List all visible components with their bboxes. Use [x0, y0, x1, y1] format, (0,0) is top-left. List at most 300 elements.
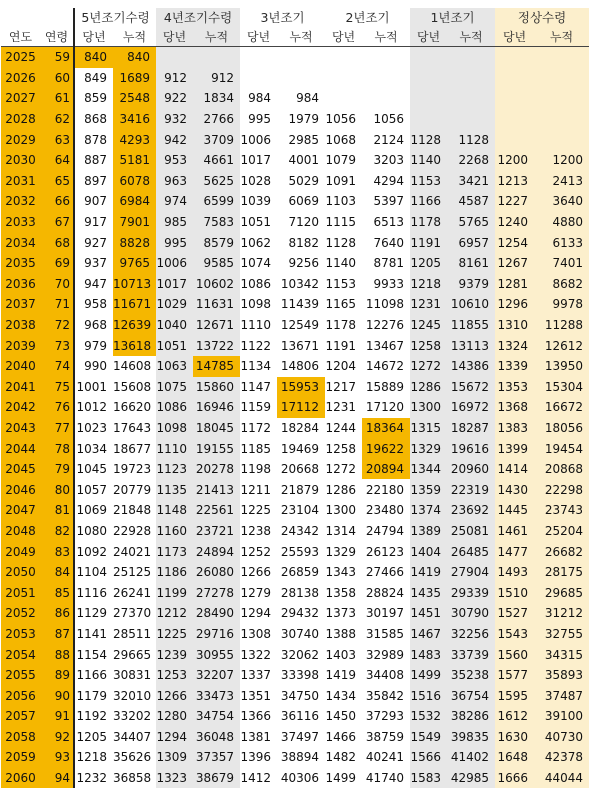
cumulative-value-cell: 34315: [534, 644, 589, 665]
annual-value-cell: 1172: [240, 418, 277, 439]
sub-header-annual: 당년: [156, 26, 193, 47]
cumulative-value-cell: 11288: [534, 315, 589, 336]
annual-value-cell: [325, 88, 362, 109]
annual-value-cell: 922: [156, 88, 193, 109]
cumulative-value-cell: 10610: [447, 294, 495, 315]
annual-value-cell: 984: [240, 88, 277, 109]
cumulative-value-cell: 32207: [193, 665, 240, 686]
cumulative-value-cell: 6069: [277, 191, 325, 212]
annual-value-cell: 1373: [325, 603, 362, 624]
cumulative-value-cell: [534, 109, 589, 130]
table-row: [1, 644, 589, 665]
cumulative-value-cell: 9978: [534, 294, 589, 315]
table-row: [1, 603, 589, 624]
cumulative-value-cell: 23721: [193, 521, 240, 542]
sub-header-cumulative: 누적: [193, 26, 240, 47]
cumulative-value-cell: 28138: [277, 582, 325, 603]
annual-value-cell: 1205: [410, 253, 447, 274]
cumulative-value-cell: 24894: [193, 541, 240, 562]
cumulative-value-cell: 15304: [534, 377, 589, 398]
table-row: [1, 438, 589, 459]
table-row: [1, 397, 589, 418]
cumulative-value-cell: 13950: [534, 356, 589, 377]
annual-value-cell: 1110: [156, 438, 193, 459]
annual-value-cell: [495, 88, 534, 109]
annual-value-cell: 1191: [410, 232, 447, 253]
cumulative-value-cell: 32062: [277, 644, 325, 665]
cumulative-value-cell: 17112: [277, 397, 325, 418]
cumulative-value-cell: 7120: [277, 212, 325, 233]
cumulative-value-cell: 13722: [193, 335, 240, 356]
cumulative-value-cell: 33473: [193, 685, 240, 706]
annual-value-cell: 1272: [410, 356, 447, 377]
cumulative-value-cell: 10342: [277, 274, 325, 295]
year-cell: 2054: [1, 644, 40, 665]
annual-value-cell: 1499: [325, 768, 362, 788]
cumulative-value-cell: 38679: [193, 768, 240, 788]
annual-value-cell: 1339: [495, 356, 534, 377]
pension-comparison-table: [1, 8, 589, 788]
annual-value-cell: 1309: [156, 747, 193, 768]
cumulative-value-cell: 19469: [277, 438, 325, 459]
age-cell: 71: [40, 294, 74, 315]
annual-value-cell: 937: [74, 253, 113, 274]
cumulative-value-cell: 2548: [113, 88, 156, 109]
cumulative-value-cell: [277, 47, 325, 68]
annual-value-cell: 1098: [240, 294, 277, 315]
table-row: [1, 747, 589, 768]
cumulative-value-cell: 29716: [193, 624, 240, 645]
age-cell: 65: [40, 171, 74, 192]
cumulative-value-cell: 22319: [447, 479, 495, 500]
annual-value-cell: 1141: [74, 624, 113, 645]
sub-header-annual: 당년: [74, 26, 113, 47]
table-row: [1, 706, 589, 727]
cumulative-value-cell: [193, 47, 240, 68]
annual-value-cell: 1435: [410, 582, 447, 603]
cumulative-value-cell: 23480: [362, 500, 410, 521]
age-cell: 60: [40, 68, 74, 89]
cumulative-value-cell: 27904: [447, 562, 495, 583]
annual-value-cell: 1238: [240, 521, 277, 542]
annual-value-cell: 1129: [74, 603, 113, 624]
cumulative-value-cell: 8161: [447, 253, 495, 274]
table-row: [1, 562, 589, 583]
cumulative-value-cell: 23104: [277, 500, 325, 521]
age-column-header: 연령: [40, 26, 74, 47]
annual-value-cell: 1322: [240, 644, 277, 665]
cumulative-value-cell: 15608: [113, 377, 156, 398]
annual-value-cell: 974: [156, 191, 193, 212]
annual-value-cell: 1252: [240, 541, 277, 562]
group-header-row: [1, 8, 589, 26]
cumulative-value-cell: 26123: [362, 541, 410, 562]
annual-value-cell: 1383: [495, 418, 534, 439]
annual-value-cell: 927: [74, 232, 113, 253]
table-row: [1, 253, 589, 274]
annual-value-cell: 1560: [495, 644, 534, 665]
table-row: [1, 727, 589, 748]
cumulative-value-cell: 24794: [362, 521, 410, 542]
cumulative-value-cell: 20868: [534, 459, 589, 480]
annual-value-cell: 1329: [325, 541, 362, 562]
annual-value-cell: 1374: [410, 500, 447, 521]
cumulative-value-cell: 1689: [113, 68, 156, 89]
age-cell: 93: [40, 747, 74, 768]
cumulative-value-cell: 5181: [113, 150, 156, 171]
cumulative-value-cell: 24021: [113, 541, 156, 562]
sub-header-annual: 당년: [410, 26, 447, 47]
cumulative-value-cell: 37357: [193, 747, 240, 768]
annual-value-cell: 958: [74, 294, 113, 315]
cumulative-value-cell: [447, 109, 495, 130]
annual-value-cell: 1227: [495, 191, 534, 212]
annual-value-cell: 1128: [325, 232, 362, 253]
cumulative-value-cell: 984: [277, 88, 325, 109]
annual-value-cell: 995: [240, 109, 277, 130]
sub-header-cumulative: 누적: [113, 26, 156, 47]
age-cell: 73: [40, 335, 74, 356]
cumulative-value-cell: 18284: [277, 418, 325, 439]
annual-value-cell: 990: [74, 356, 113, 377]
cumulative-value-cell: 17643: [113, 418, 156, 439]
group-header-blank-year: [1, 8, 40, 26]
cumulative-value-cell: 20278: [193, 459, 240, 480]
annual-value-cell: 1280: [156, 706, 193, 727]
cumulative-value-cell: 26682: [534, 541, 589, 562]
table-row: [1, 171, 589, 192]
annual-value-cell: 1186: [156, 562, 193, 583]
age-cell: 67: [40, 212, 74, 233]
cumulative-value-cell: 35893: [534, 665, 589, 686]
annual-value-cell: 1135: [156, 479, 193, 500]
year-cell: 2049: [1, 541, 40, 562]
cumulative-value-cell: 28175: [534, 562, 589, 583]
table-row: [1, 47, 589, 68]
annual-value-cell: 849: [74, 68, 113, 89]
cumulative-value-cell: [362, 88, 410, 109]
cumulative-value-cell: 36116: [277, 706, 325, 727]
annual-value-cell: [325, 47, 362, 68]
cumulative-value-cell: 7401: [534, 253, 589, 274]
annual-value-cell: 1399: [495, 438, 534, 459]
annual-value-cell: 1266: [240, 562, 277, 583]
age-cell: 66: [40, 191, 74, 212]
cumulative-value-cell: 14672: [362, 356, 410, 377]
cumulative-value-cell: 35842: [362, 685, 410, 706]
year-cell: 2055: [1, 665, 40, 686]
cumulative-value-cell: 11631: [193, 294, 240, 315]
annual-value-cell: 1006: [240, 129, 277, 150]
annual-value-cell: 1051: [240, 212, 277, 233]
annual-value-cell: 1056: [325, 109, 362, 130]
annual-value-cell: 1254: [495, 232, 534, 253]
cumulative-value-cell: 10602: [193, 274, 240, 295]
annual-value-cell: 1566: [410, 747, 447, 768]
annual-value-cell: 1467: [410, 624, 447, 645]
cumulative-value-cell: 12276: [362, 315, 410, 336]
annual-value-cell: 912: [156, 68, 193, 89]
annual-value-cell: 1029: [156, 294, 193, 315]
cumulative-value-cell: 42985: [447, 768, 495, 788]
cumulative-value-cell: 9933: [362, 274, 410, 295]
annual-value-cell: 1527: [495, 603, 534, 624]
cumulative-value-cell: [362, 47, 410, 68]
annual-value-cell: 985: [156, 212, 193, 233]
cumulative-value-cell: 39835: [447, 727, 495, 748]
cumulative-value-cell: 29665: [113, 644, 156, 665]
annual-value-cell: 1017: [156, 274, 193, 295]
cumulative-value-cell: 22928: [113, 521, 156, 542]
annual-value-cell: 1148: [156, 500, 193, 521]
cumulative-value-cell: 14785: [193, 356, 240, 377]
cumulative-value-cell: 19723: [113, 459, 156, 480]
cumulative-value-cell: 42378: [534, 747, 589, 768]
annual-value-cell: [240, 68, 277, 89]
annual-value-cell: 1165: [325, 294, 362, 315]
cumulative-value-cell: 3416: [113, 109, 156, 130]
cumulative-value-cell: 840: [113, 47, 156, 68]
cumulative-value-cell: [534, 129, 589, 150]
cumulative-value-cell: 5397: [362, 191, 410, 212]
annual-value-cell: 1648: [495, 747, 534, 768]
year-cell: 2038: [1, 315, 40, 336]
cumulative-value-cell: 22561: [193, 500, 240, 521]
cumulative-value-cell: 31212: [534, 603, 589, 624]
table-row: [1, 232, 589, 253]
annual-value-cell: 979: [74, 335, 113, 356]
table-row: [1, 68, 589, 89]
group-header-normal: 정상수령: [495, 8, 589, 26]
age-cell: 87: [40, 624, 74, 645]
cumulative-value-cell: 11098: [362, 294, 410, 315]
age-cell: 90: [40, 685, 74, 706]
cumulative-value-cell: 5625: [193, 171, 240, 192]
cumulative-value-cell: 2413: [534, 171, 589, 192]
table-row: [1, 418, 589, 439]
age-cell: 69: [40, 253, 74, 274]
cumulative-value-cell: 2766: [193, 109, 240, 130]
year-cell: 2050: [1, 562, 40, 583]
annual-value-cell: 1153: [410, 171, 447, 192]
cumulative-value-cell: 1200: [534, 150, 589, 171]
cumulative-value-cell: 25125: [113, 562, 156, 583]
year-cell: 2027: [1, 88, 40, 109]
year-cell: 2042: [1, 397, 40, 418]
annual-value-cell: 1286: [325, 479, 362, 500]
cumulative-value-cell: 14806: [277, 356, 325, 377]
sub-header-cumulative: 누적: [277, 26, 325, 47]
cumulative-value-cell: 23692: [447, 500, 495, 521]
annual-value-cell: 917: [74, 212, 113, 233]
annual-value-cell: 1266: [156, 685, 193, 706]
annual-value-cell: 1294: [240, 603, 277, 624]
annual-value-cell: 887: [74, 150, 113, 171]
age-cell: 62: [40, 109, 74, 130]
sub-header-row: [1, 26, 589, 47]
cumulative-value-cell: 33739: [447, 644, 495, 665]
annual-value-cell: 1154: [74, 644, 113, 665]
annual-value-cell: 1239: [156, 644, 193, 665]
cumulative-value-cell: 15860: [193, 377, 240, 398]
cumulative-value-cell: [277, 68, 325, 89]
annual-value-cell: 1122: [240, 335, 277, 356]
annual-value-cell: 1450: [325, 706, 362, 727]
annual-value-cell: 1549: [410, 727, 447, 748]
annual-value-cell: 1232: [74, 768, 113, 788]
annual-value-cell: 1244: [325, 418, 362, 439]
year-cell: 2060: [1, 768, 40, 788]
annual-value-cell: 1074: [240, 253, 277, 274]
cumulative-value-cell: 27370: [113, 603, 156, 624]
year-cell: 2044: [1, 438, 40, 459]
annual-value-cell: [156, 47, 193, 68]
age-cell: 82: [40, 521, 74, 542]
table-row: [1, 150, 589, 171]
annual-value-cell: 1134: [240, 356, 277, 377]
annual-value-cell: 1543: [495, 624, 534, 645]
annual-value-cell: 932: [156, 109, 193, 130]
annual-value-cell: 1359: [410, 479, 447, 500]
age-cell: 79: [40, 459, 74, 480]
annual-value-cell: 1300: [410, 397, 447, 418]
cumulative-value-cell: 44044: [534, 768, 589, 788]
cumulative-value-cell: 30740: [277, 624, 325, 645]
annual-value-cell: 1104: [74, 562, 113, 583]
annual-value-cell: 1253: [156, 665, 193, 686]
annual-value-cell: 1231: [410, 294, 447, 315]
annual-value-cell: [410, 109, 447, 130]
cumulative-value-cell: 38759: [362, 727, 410, 748]
cumulative-value-cell: 13113: [447, 335, 495, 356]
year-cell: 2056: [1, 685, 40, 706]
age-cell: 72: [40, 315, 74, 336]
cumulative-value-cell: 12671: [193, 315, 240, 336]
year-cell: 2031: [1, 171, 40, 192]
cumulative-value-cell: 7640: [362, 232, 410, 253]
annual-value-cell: 1430: [495, 479, 534, 500]
annual-value-cell: 1225: [156, 624, 193, 645]
annual-value-cell: 1381: [240, 727, 277, 748]
annual-value-cell: 859: [74, 88, 113, 109]
table-row: [1, 109, 589, 130]
annual-value-cell: 1079: [325, 150, 362, 171]
cumulative-value-cell: 6599: [193, 191, 240, 212]
annual-value-cell: 1086: [156, 397, 193, 418]
annual-value-cell: 868: [74, 109, 113, 130]
cumulative-value-cell: 41740: [362, 768, 410, 788]
table-row: [1, 665, 589, 686]
cumulative-value-cell: 29685: [534, 582, 589, 603]
cumulative-value-cell: 4001: [277, 150, 325, 171]
annual-value-cell: [410, 47, 447, 68]
annual-value-cell: 1461: [495, 521, 534, 542]
cumulative-value-cell: 13671: [277, 335, 325, 356]
cumulative-value-cell: 2124: [362, 129, 410, 150]
cumulative-value-cell: 30790: [447, 603, 495, 624]
year-cell: 2059: [1, 747, 40, 768]
group-header-4yr-early: 4년조기수령: [156, 8, 240, 26]
group-header-blank-age: [40, 8, 74, 26]
annual-value-cell: 963: [156, 171, 193, 192]
cumulative-value-cell: 5029: [277, 171, 325, 192]
year-cell: 2026: [1, 68, 40, 89]
cumulative-value-cell: 9585: [193, 253, 240, 274]
cumulative-value-cell: 8579: [193, 232, 240, 253]
cumulative-value-cell: 34754: [193, 706, 240, 727]
table-row: [1, 624, 589, 645]
age-cell: 76: [40, 397, 74, 418]
annual-value-cell: 1240: [495, 212, 534, 233]
year-cell: 2028: [1, 109, 40, 130]
cumulative-value-cell: 8682: [534, 274, 589, 295]
annual-value-cell: 1388: [325, 624, 362, 645]
cumulative-value-cell: 34408: [362, 665, 410, 686]
cumulative-value-cell: 19616: [447, 438, 495, 459]
annual-value-cell: 1368: [495, 397, 534, 418]
annual-value-cell: 1192: [74, 706, 113, 727]
annual-value-cell: 878: [74, 129, 113, 150]
cumulative-value-cell: 8182: [277, 232, 325, 253]
cumulative-value-cell: 37487: [534, 685, 589, 706]
table-body: [1, 47, 589, 788]
annual-value-cell: 1116: [74, 582, 113, 603]
sub-header-cumulative: 누적: [534, 26, 589, 47]
cumulative-value-cell: 33202: [113, 706, 156, 727]
annual-value-cell: 1499: [410, 665, 447, 686]
annual-value-cell: 1069: [74, 500, 113, 521]
cumulative-value-cell: 16972: [447, 397, 495, 418]
cumulative-value-cell: 31585: [362, 624, 410, 645]
cumulative-value-cell: 32755: [534, 624, 589, 645]
year-cell: 2034: [1, 232, 40, 253]
cumulative-value-cell: 1128: [447, 129, 495, 150]
annual-value-cell: 1477: [495, 541, 534, 562]
cumulative-value-cell: 28511: [113, 624, 156, 645]
annual-value-cell: [495, 68, 534, 89]
year-cell: 2041: [1, 377, 40, 398]
annual-value-cell: [410, 68, 447, 89]
cumulative-value-cell: 7583: [193, 212, 240, 233]
annual-value-cell: 1577: [495, 665, 534, 686]
age-cell: 92: [40, 727, 74, 748]
annual-value-cell: 1324: [495, 335, 534, 356]
annual-value-cell: 1389: [410, 521, 447, 542]
annual-value-cell: 1414: [495, 459, 534, 480]
annual-value-cell: 1630: [495, 727, 534, 748]
annual-value-cell: 1211: [240, 479, 277, 500]
annual-value-cell: 1466: [325, 727, 362, 748]
sub-header-cumulative: 누적: [362, 26, 410, 47]
annual-value-cell: 1098: [156, 418, 193, 439]
annual-value-cell: 1173: [156, 541, 193, 562]
cumulative-value-cell: [447, 88, 495, 109]
annual-value-cell: 1001: [74, 377, 113, 398]
cumulative-value-cell: [447, 47, 495, 68]
cumulative-value-cell: 21879: [277, 479, 325, 500]
annual-value-cell: 1272: [325, 459, 362, 480]
annual-value-cell: 1218: [74, 747, 113, 768]
cumulative-value-cell: 20779: [113, 479, 156, 500]
annual-value-cell: 1419: [410, 562, 447, 583]
annual-value-cell: 1510: [495, 582, 534, 603]
cumulative-value-cell: 32989: [362, 644, 410, 665]
cumulative-value-cell: 19454: [534, 438, 589, 459]
annual-value-cell: 1329: [410, 438, 447, 459]
annual-value-cell: 1063: [156, 356, 193, 377]
annual-value-cell: 1039: [240, 191, 277, 212]
cumulative-value-cell: 8828: [113, 232, 156, 253]
